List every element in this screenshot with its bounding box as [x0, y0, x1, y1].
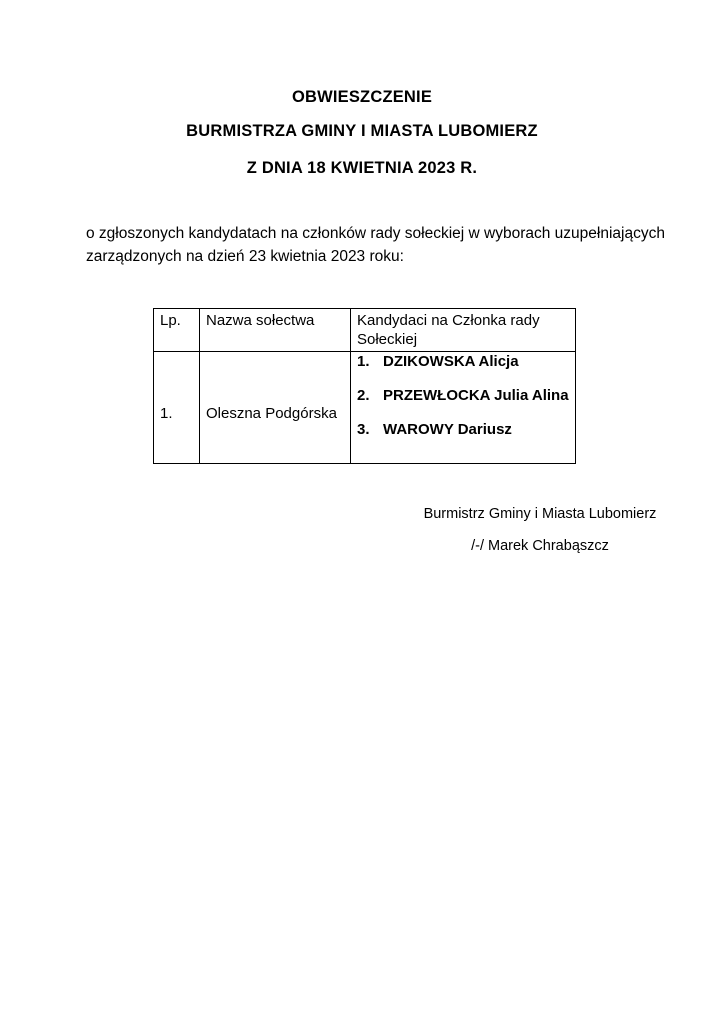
candidate-number: 2. [357, 387, 370, 404]
candidate-item [357, 388, 569, 404]
table-row [154, 352, 576, 464]
candidate-number: 3. [357, 421, 370, 438]
table-header-lp: Lp. [154, 309, 200, 352]
table-header-solectwo: Nazwa sołectwa [200, 309, 351, 352]
candidate-name: PRZEWŁOCKA Julia Alina [383, 387, 569, 404]
document-title-date: Z DNIA 18 KWIETNIA 2023 R. [246, 159, 478, 177]
cell-solectwo: Oleszna Podgórska [200, 352, 351, 464]
signature-title: Burmistrz Gminy i Miasta Lubomierz [423, 506, 657, 522]
candidate-name: DZIKOWSKA Alicja [383, 353, 519, 370]
signature-name: /-/ Marek Chrabąszcz [471, 538, 609, 554]
cell-lp: 1. [154, 352, 200, 464]
candidate-name: WAROWY Dariusz [383, 421, 512, 438]
document-title-issuer: BURMISTRZA GMINY I MIASTA LUBOMIERZ [186, 122, 538, 140]
cell-candidates [351, 352, 576, 464]
signature-block [400, 506, 680, 554]
table-header-row [154, 309, 576, 352]
candidate-item [357, 422, 569, 438]
candidate-item [357, 354, 569, 370]
candidates-table [153, 308, 576, 464]
table-header-kandydaci: Kandydaci na Członka rady Sołeckiej [351, 309, 576, 352]
candidate-number: 1. [357, 353, 370, 370]
document-title: OBWIESZCZENIE [291, 88, 433, 106]
intro-paragraph: o zgłoszonych kandydatach na członków rady sołeckiej w wyborach uzupełniających zarządzonych na dzień 23 kwietnia 2023 roku: [86, 225, 665, 265]
